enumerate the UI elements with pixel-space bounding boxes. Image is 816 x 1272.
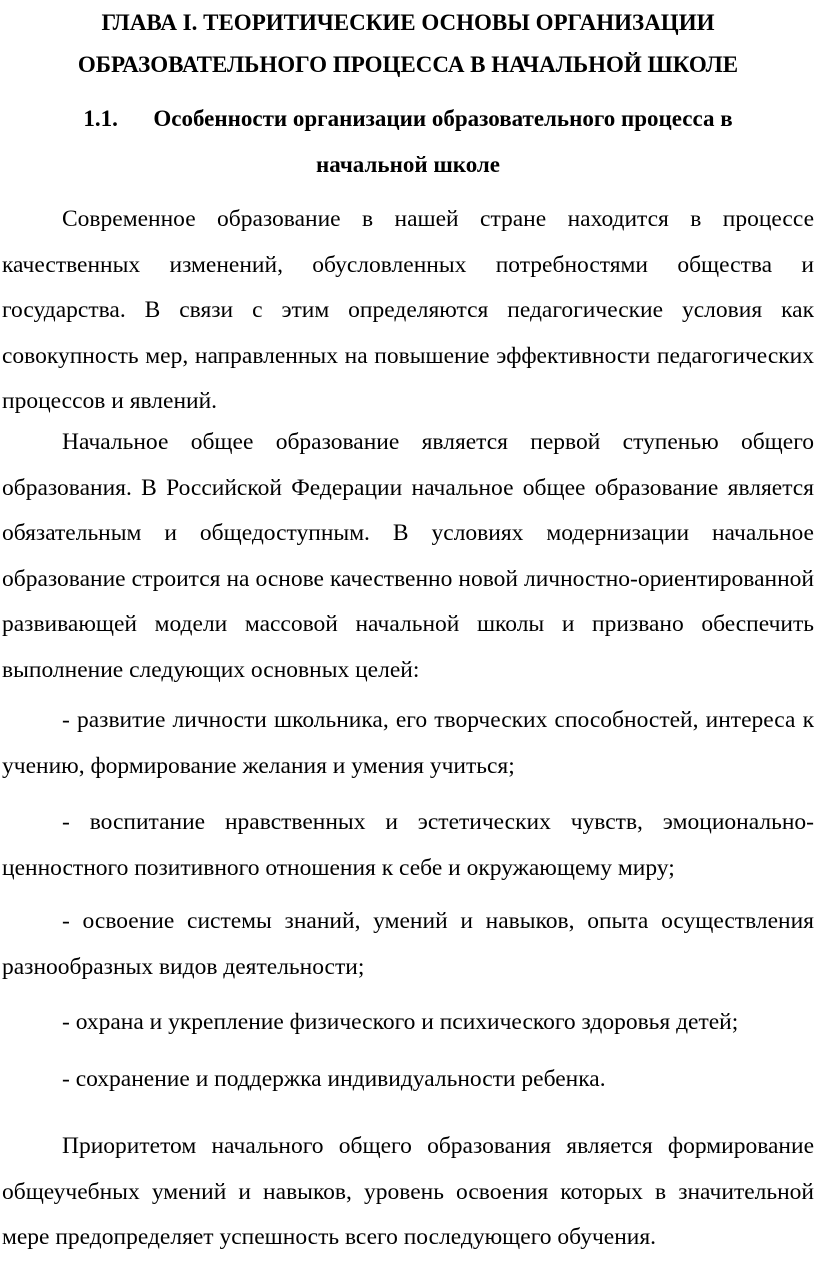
paragraph-intro: Современное образование в нашей стране находится в процессе качественных изменений, обусловленных потребностями общества и государства. В связи с этим определяются педагогические условия как совокупность мер, направленных на повышение эффективности педагогических процессов и явлений. [2, 206, 814, 414]
chapter-title [0, 2, 816, 86]
section-title [0, 96, 816, 188]
section-number: 1.1. [83, 106, 118, 131]
chapter-title-line-1: ГЛАВА I. ТЕОРИТИЧЕСКИЕ ОСНОВЫ ОРГАНИЗАЦИИ [101, 10, 715, 35]
paragraph-primary-education: Начальное общее образование является первой ступенью общего образования. В Российской Федерации начальное общее образование является обязательным и общедоступным. В условиях модернизации начальное образование строится на основе качественно новой личностно-ориентированной развивающей модели массовой начальной школы и призвано обеспечить выполнение следующих основных целей: [2, 429, 814, 683]
section-title-line-2: начальной школе [316, 152, 500, 177]
goal-list-item: - сохранение и поддержка индивидуальности ребенка. [62, 1066, 606, 1092]
section-title-line-1 [0, 96, 816, 142]
goal-list-item: - охрана и укрепление физического и психического здоровья детей; [62, 1009, 739, 1035]
goal-list-item: - освоение системы знаний, умений и навыков, опыта осуществления разнообразных видов деятельности; [2, 908, 814, 980]
goal-list-item: - развитие личности школьника, его творческих способностей, интереса к учению, формирование желания и умения учиться; [2, 707, 814, 779]
paragraph-priority: Приоритетом начального общего образования является формирование общеучебных умений и навыков, уровень освоения которых в значительной мере предопределяет успешность всего последующего обучения. [2, 1133, 814, 1250]
chapter-title-line-2: ОБРАЗОВАТЕЛЬНОГО ПРОЦЕССА В НАЧАЛЬНОЙ ШКОЛЕ [77, 52, 739, 77]
goal-list-item: - воспитание нравственных и эстетических чувств, эмоционально-ценностного позитивного отношения к себе и окружающему миру; [2, 809, 814, 881]
section-title-text: Особенности организации образовательного процесса в [153, 106, 733, 131]
